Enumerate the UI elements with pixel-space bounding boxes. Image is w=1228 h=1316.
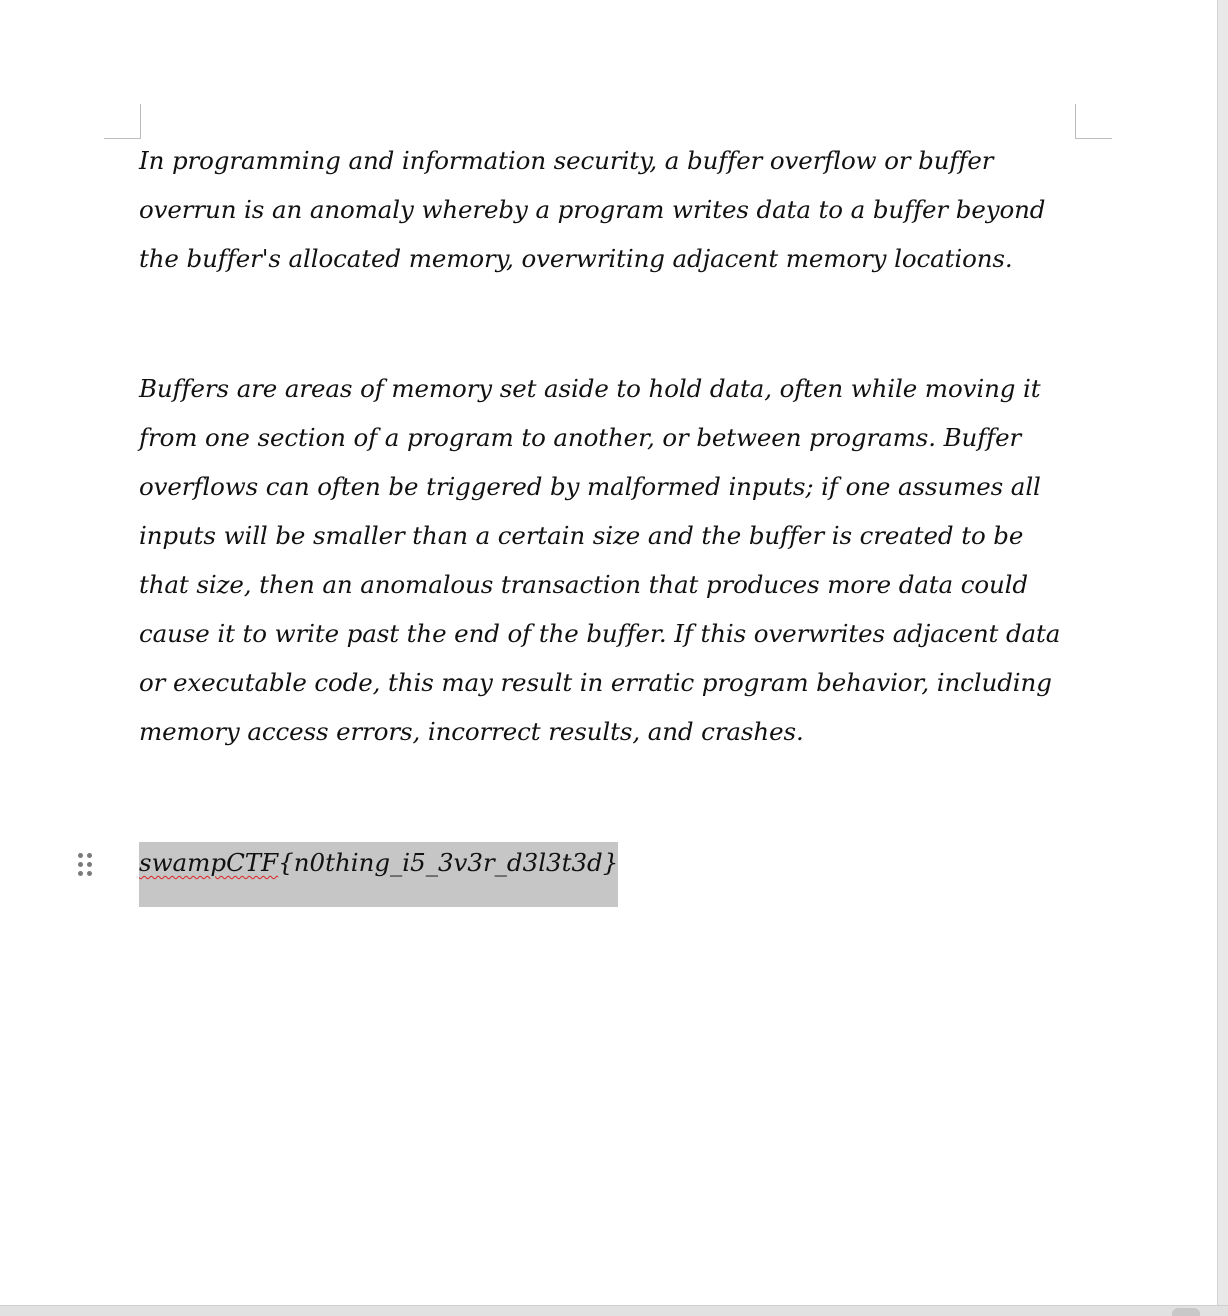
status-bar xyxy=(0,1305,1228,1316)
top-left-margin-mark xyxy=(104,104,141,139)
status-bar-button[interactable] xyxy=(1172,1308,1200,1316)
selected-line-rest: {n0thing_i5_3v3r_d3l3t3d} xyxy=(278,848,619,877)
selected-line[interactable] xyxy=(139,842,618,884)
drag-handle-icon[interactable] xyxy=(78,853,94,879)
misspelled-word[interactable]: swampCTF xyxy=(139,848,279,877)
document-body[interactable] xyxy=(139,136,1079,756)
top-right-margin-mark xyxy=(1075,104,1112,139)
vertical-scrollbar[interactable] xyxy=(1217,0,1228,1306)
paragraph-1[interactable]: In programming and information security, a buffer overflow or buffer overrun is an anomaly whereby a program writes data to a buffer beyond the buffer's allocated memory, overwriting adjacent memory locations. xyxy=(139,146,1046,273)
paragraph-2[interactable]: Buffers are areas of memory set aside to hold data, often while moving it from one section of a program to another, or between programs. Buffer overflows can often be triggered by malformed inputs; if one assumes all inputs will be smaller than a certain size and the buffer is created to be that size, then an anomalous transaction that produces more data could cause it to write past the end of the buffer. If this overwrites adjacent data or executable code, this may result in erratic program behavior, including memory access errors, incorrect results, and crashes. xyxy=(139,374,1061,746)
